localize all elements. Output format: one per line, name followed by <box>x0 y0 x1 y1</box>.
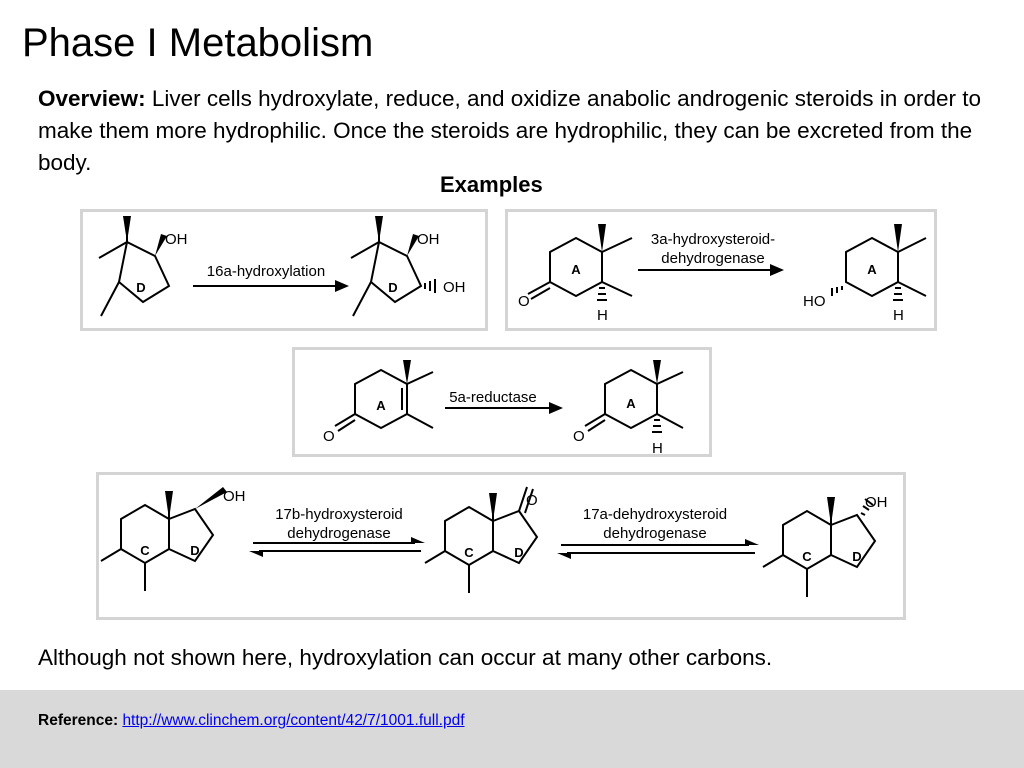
oh-top-left: OH <box>165 231 188 248</box>
h-label: H <box>652 440 663 457</box>
ketone-o-left: O <box>323 428 335 445</box>
methyl-wedge-right <box>375 216 383 242</box>
reference <box>38 712 465 730</box>
ring-c-left: C <box>140 543 150 558</box>
ring-d-middle: D <box>514 545 524 560</box>
reagent-line2: dehydrogenase <box>661 250 765 267</box>
reagent-label: 16a-hydroxylation <box>206 263 326 280</box>
overview-body: Liver cells hydroxylate, reduce, and oxidize anabolic androgenic steroids in order to make them more hydrophilic. Once the steroids are hydrophilic, they can be excreted from the body. <box>38 86 982 175</box>
5a-reductase-diagram <box>295 350 715 460</box>
ho-label: HO <box>803 293 826 310</box>
ring-label-right: A <box>626 396 636 411</box>
ketone-o-right: O <box>573 428 585 445</box>
oh-left: OH <box>223 488 246 505</box>
reagent-label: 5a-reductase <box>449 389 537 406</box>
hashed-h-left <box>597 288 607 300</box>
h-label-right: H <box>893 307 904 324</box>
hashed-bond <box>425 279 435 293</box>
reference-link[interactable]: http://www.clinchem.org/content/42/7/1001.full.pdf <box>122 712 465 729</box>
ring-d-left: D <box>190 543 200 558</box>
overview-text <box>38 83 998 179</box>
ring-label-right: A <box>867 262 877 277</box>
h-label-left: H <box>597 307 608 324</box>
note-text: Although not shown here, hydroxylation can occur at many other carbons. <box>38 645 773 670</box>
3a-hsd-diagram <box>508 212 940 334</box>
reaction-panel-17-hsd <box>96 472 906 620</box>
reaction-panel-hydroxylation <box>80 209 488 331</box>
ring-label-left: A <box>376 398 386 413</box>
ring-label-left: A <box>571 262 581 277</box>
reagent2-line2: dehydrogenase <box>603 525 707 542</box>
oh-top-right: OH <box>417 231 440 248</box>
ring-c-middle: C <box>464 545 474 560</box>
methyl-wedge-left <box>123 216 131 242</box>
reagent1-line1: 17b-hydroxysteroid <box>275 506 403 523</box>
hydroxylation-diagram <box>83 212 491 334</box>
oh-side-right: OH <box>443 279 466 296</box>
reagent-line1: 3a-hydroxysteroid- <box>650 231 776 248</box>
reagent1-line2: dehydrogenase <box>287 525 391 542</box>
ketone-o: O <box>526 492 538 509</box>
page-title: Phase I Metabolism <box>22 21 374 65</box>
overview-label: Overview: <box>38 86 146 111</box>
reagent2-line1: 17a-dehydroxysteroid <box>582 506 728 523</box>
examples-heading: Examples <box>440 172 543 197</box>
ring-label-right: D <box>388 280 398 295</box>
reaction-panel-5a-reductase <box>292 347 712 457</box>
17-hsd-diagram <box>99 475 909 623</box>
ring-c-right: C <box>802 549 812 564</box>
ring-d-right: D <box>852 549 862 564</box>
hashed-h-right <box>893 288 903 300</box>
oh-right: OH <box>865 494 888 511</box>
arrow-head <box>335 280 349 292</box>
reference-label: Reference: <box>38 712 119 729</box>
hashed-ho <box>832 286 842 296</box>
ketone-o: O <box>518 293 530 310</box>
ring-label-left: D <box>136 280 146 295</box>
reaction-panel-3a-hsd <box>505 209 937 331</box>
